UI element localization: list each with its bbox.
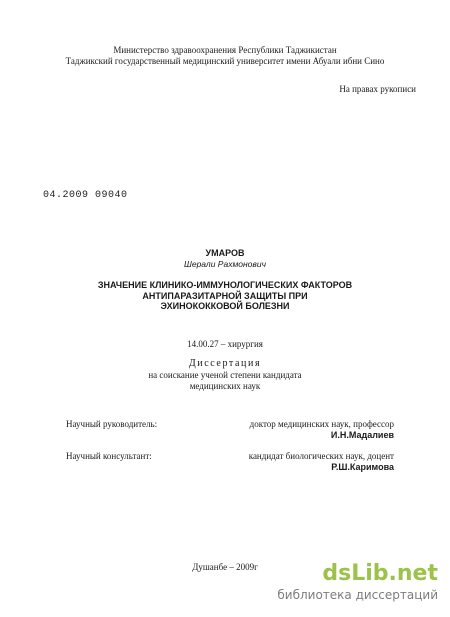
title-line-3: ЭХИНОКОККОВОЙ БОЛЕЗНИ <box>160 301 290 311</box>
consultant-label: Научный консультант: <box>66 451 152 461</box>
watermark-logo: dsLib.net <box>322 561 438 586</box>
consultant-degree: кандидат биологических наук, доцент <box>248 451 394 461</box>
degree-statement <box>0 370 450 392</box>
degree-line-2: медицинских наук <box>189 381 261 391</box>
supervisor-info <box>250 419 394 441</box>
author-given-names: Шерали Рахмонович <box>184 259 266 269</box>
library-shelf-code: 04.2009 09040 <box>43 190 128 201</box>
consultant-info <box>249 451 394 473</box>
ministry-line-1: Министерство здравоохранения Республики Таджикистан <box>113 45 337 55</box>
manuscript-rights-note: На правах рукописи <box>339 84 416 94</box>
ministry-header <box>0 45 450 67</box>
dissertation-heading: Диссертация <box>188 358 262 369</box>
consultant-name: Р.Ш.Каримова <box>331 462 394 472</box>
dissertation-title <box>0 280 450 312</box>
title-line-2: АНТИПАРАЗИТАРНОЙ ЗАЩИТЫ ПРИ <box>142 290 308 301</box>
title-line-1: ЗНАЧЕНИЕ КЛИНИКО-ИММУНОЛОГИЧЕСКИХ ФАКТОРОВ <box>97 280 353 290</box>
university-line: Таджикский государственный медицинский университет имени Абуали ибни Сино <box>65 56 385 66</box>
author-surname: УМАРОВ <box>205 248 245 258</box>
watermark-subtitle: библиотека диссертаций <box>277 588 438 602</box>
supervisor-label: Научный руководитель: <box>66 419 158 429</box>
supervisor-degree: доктор медицинских наук, профессор <box>249 419 394 429</box>
dslib-watermark <box>277 563 438 601</box>
supervisor-name: И.Н.Мадалиев <box>330 430 394 440</box>
degree-line-1: на соискание ученой степени кандидата <box>148 370 302 380</box>
city-year: Душанбе – 2009г <box>192 562 258 572</box>
specialty-code: 14.00.27 – хирургия <box>187 339 263 349</box>
